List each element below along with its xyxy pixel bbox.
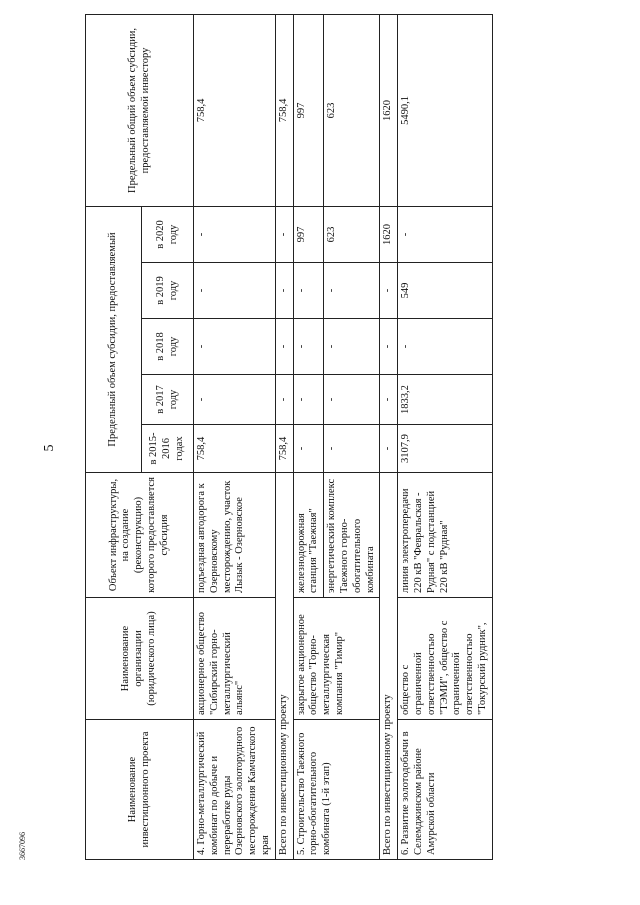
- org-name-cell: акционерное общество "Сибирский горно-металлургический альянс": [194, 598, 276, 720]
- value-total: 5490,1: [398, 14, 493, 206]
- project-name-cell: 5. Строительство Таежного горно-обогатительного комбината (1-й этап): [293, 720, 380, 860]
- value-total: 758,4: [194, 14, 276, 206]
- value-2020: -: [194, 206, 276, 262]
- value-2018: -: [275, 319, 293, 375]
- table-row-total: [380, 14, 398, 859]
- table-row: [194, 14, 276, 859]
- header-subsidy-group: Предельный объем субсидии, предоставляемый: [86, 206, 142, 472]
- subsidy-table: [85, 14, 493, 860]
- value-2020: 1620: [380, 206, 398, 262]
- total-label: Всего по инвестиционному проекту: [275, 473, 293, 860]
- table-row: [293, 14, 324, 859]
- value-2015-2016: 758,4: [275, 425, 293, 473]
- header-2019: в 2019 году: [142, 263, 194, 319]
- value-2018: -: [324, 319, 380, 375]
- value-total: 758,4: [275, 14, 293, 206]
- value-2019: -: [194, 263, 276, 319]
- value-2015-2016: -: [380, 425, 398, 473]
- value-2020: -: [398, 206, 493, 262]
- infra-object-cell: железнодорожная станция "Таежная": [293, 473, 324, 598]
- org-name-cell: общество с ограниченной ответственностью "ТЭМИ", общество с ограниченной ответственностью "Токурский рудник",: [398, 598, 493, 720]
- value-2020: 997: [293, 206, 324, 262]
- value-2015-2016: -: [324, 425, 380, 473]
- rotated-table-container: [85, 15, 605, 860]
- value-2017: -: [380, 375, 398, 425]
- value-2018: -: [398, 319, 493, 375]
- org-name-cell: закрытое акционерное общество "Горно-металлургическая компания "Тимир": [293, 598, 380, 720]
- table-row: [398, 14, 493, 859]
- infra-object-cell: энергетический комплекс Таежного горно-обогатительного комбината: [324, 473, 380, 598]
- table-row-total: [275, 14, 293, 859]
- value-2015-2016: -: [293, 425, 324, 473]
- value-2019: -: [275, 263, 293, 319]
- header-2017: в 2017 году: [142, 375, 194, 425]
- document-code: 3667096: [18, 832, 27, 860]
- page-number: 5: [42, 444, 57, 452]
- value-2019: -: [380, 263, 398, 319]
- header-2020: в 2020 году: [142, 206, 194, 262]
- header-total: Предельный общий объем субсидии, предоставляемой инвестору: [86, 14, 194, 206]
- value-total: 1620: [380, 14, 398, 206]
- value-2017: -: [324, 375, 380, 425]
- header-infra-object: Объект инфраструктуры, на создание (реконструкцию) которого предоставляется субсидия: [86, 473, 194, 598]
- value-2018: -: [293, 319, 324, 375]
- value-2015-2016: 3107,9: [398, 425, 493, 473]
- value-2019: -: [324, 263, 380, 319]
- header-project-name: Наименование инвестиционного проекта: [86, 720, 194, 860]
- value-total: 997: [293, 14, 324, 206]
- project-name-cell: 6. Развитие золотодобычи в Селемджинском районе Амурской области: [398, 720, 493, 860]
- header-org-name: Наименование организации (юридического лица): [86, 598, 194, 720]
- infra-object-cell: подъездная автодорога к Озерновскому месторождению, участок Лызык - Озерновское: [194, 473, 276, 598]
- value-total: 623: [324, 14, 380, 206]
- value-2017: -: [194, 375, 276, 425]
- infra-object-cell: линия электропередачи 220 кВ "Февральская - Рудная" с подстанцией 220 кВ "Рудная": [398, 473, 493, 598]
- value-2015-2016: 758,4: [194, 425, 276, 473]
- value-2017: -: [293, 375, 324, 425]
- value-2019: -: [293, 263, 324, 319]
- value-2019: 549: [398, 263, 493, 319]
- value-2020: 623: [324, 206, 380, 262]
- header-2018: в 2018 году: [142, 319, 194, 375]
- value-2018: -: [380, 319, 398, 375]
- header-2015-2016: в 2015-2016 годах: [142, 425, 194, 473]
- value-2020: -: [275, 206, 293, 262]
- value-2018: -: [194, 319, 276, 375]
- value-2017: -: [275, 375, 293, 425]
- value-2017: 1833,2: [398, 375, 493, 425]
- project-name-cell: 4. Горно-металлургический комбинат по добыче и переработке руды Озерновского золоторудного месторождения Камчатского края: [194, 720, 276, 860]
- total-label: Всего по инвестиционному проекту: [380, 473, 398, 860]
